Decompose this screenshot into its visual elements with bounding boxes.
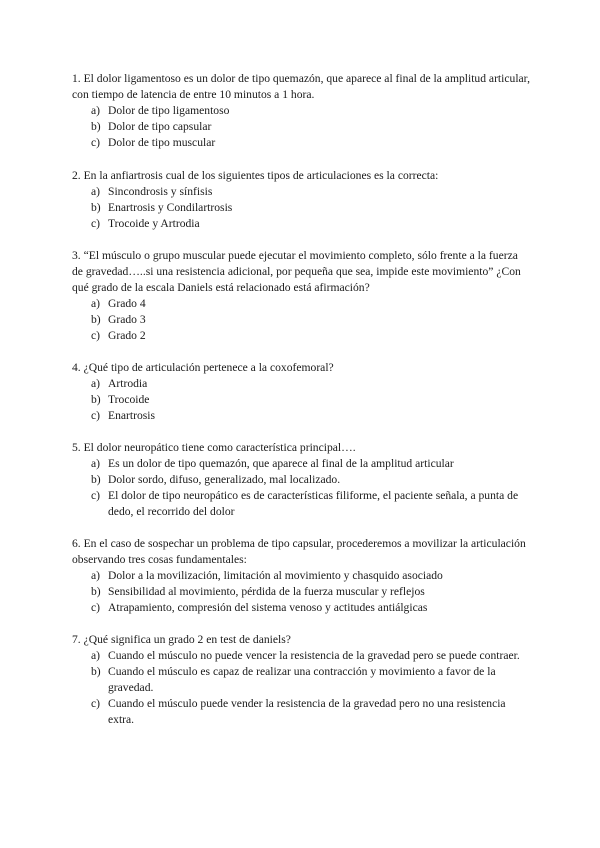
option-a: [72, 184, 530, 200]
question-text: 3. “El músculo o grupo muscular puede ejecutar el movimiento completo, sólo frente a la fuerza de gravedad…..si una resistencia adicional, por pequeña que sea, impide este movimiento” ¿Con qué grado de la escala Daniels está relacionado está afirmación?: [72, 249, 521, 294]
option-text: Enartrosis y Condilartrosis: [108, 201, 233, 214]
option-c: [72, 216, 530, 232]
option-text: Enartrosis: [108, 409, 156, 422]
option-b: [72, 200, 530, 216]
option-c: [72, 135, 530, 151]
question-3: [72, 248, 530, 344]
option-c: [72, 328, 530, 344]
option-text: Es un dolor de tipo quemazón, que aparece al final de la amplitud articular: [108, 457, 454, 470]
option-letter: a): [91, 649, 101, 662]
option-letter: a): [91, 569, 101, 582]
option-c: [72, 600, 530, 616]
option-list: [72, 456, 530, 520]
option-text: Atrapamiento, compresión del sistema venoso y actitudes antiálgicas: [108, 601, 428, 614]
question-5: [72, 440, 530, 520]
option-letter: a): [91, 297, 101, 310]
option-letter: c): [91, 329, 101, 342]
option-a: [72, 376, 530, 392]
option-c: [72, 408, 530, 424]
option-c: [72, 488, 530, 520]
option-letter: b): [91, 473, 101, 486]
option-text: Sensibilidad al movimiento, pérdida de la fuerza muscular y reflejos: [108, 585, 425, 598]
option-text: Dolor de tipo ligamentoso: [108, 104, 230, 117]
option-a: [72, 296, 530, 312]
option-letter: b): [91, 665, 101, 678]
option-text: Trocoide y Artrodia: [108, 217, 200, 230]
option-letter: b): [91, 585, 101, 598]
option-list: [72, 296, 530, 344]
option-letter: a): [91, 104, 101, 117]
option-letter: b): [91, 120, 101, 133]
option-b: [72, 312, 530, 328]
option-text: Dolor a la movilización, limitación al movimiento y chasquido asociado: [108, 569, 443, 582]
option-letter: c): [91, 409, 101, 422]
option-letter: c): [91, 601, 101, 614]
question-text: 1. El dolor ligamentoso es un dolor de tipo quemazón, que aparece al final de la amplitud articular, con tiempo de latencia de entre 10 minutos a 1 hora.: [72, 72, 530, 101]
option-text: Sincondrosis y sínfisis: [108, 185, 213, 198]
option-a: [72, 456, 530, 472]
option-list: [72, 568, 530, 616]
option-text: Dolor de tipo capsular: [108, 120, 212, 133]
question-7: [72, 632, 530, 728]
option-letter: b): [91, 201, 101, 214]
option-text: Trocoide: [108, 393, 150, 406]
option-list: [72, 103, 530, 151]
option-text: Grado 3: [108, 313, 146, 326]
question-text: 6. En el caso de sospechar un problema de tipo capsular, procederemos a movilizar la articulación observando tres cosas fundamentales:: [72, 537, 526, 566]
question-1: [72, 71, 530, 151]
option-b: [72, 584, 530, 600]
option-b: [72, 664, 530, 696]
option-a: [72, 568, 530, 584]
option-letter: c): [91, 136, 101, 149]
question-6: [72, 536, 530, 616]
option-list: [72, 376, 530, 424]
question-4: [72, 360, 530, 424]
option-b: [72, 119, 530, 135]
option-letter: c): [91, 217, 101, 230]
option-text: Artrodia: [108, 377, 148, 390]
option-list: [72, 648, 530, 728]
option-text: El dolor de tipo neuropático es de características filiforme, el paciente señala, a punta de dedo, el recorrido del dolor: [108, 489, 519, 518]
option-a: [72, 103, 530, 119]
option-text: Grado 4: [108, 297, 146, 310]
option-a: [72, 648, 530, 664]
option-b: [72, 472, 530, 488]
question-text: 7. ¿Qué significa un grado 2 en test de daniels?: [72, 633, 291, 646]
option-letter: a): [91, 377, 101, 390]
option-text: Cuando el músculo puede vender la resistencia de la gravedad pero no una resistencia extra.: [108, 697, 506, 726]
option-letter: c): [91, 489, 101, 502]
option-letter: b): [91, 313, 101, 326]
option-letter: a): [91, 457, 101, 470]
option-letter: c): [91, 697, 101, 710]
option-b: [72, 392, 530, 408]
option-text: Dolor sordo, difuso, generalizado, mal localizado.: [108, 473, 341, 486]
option-c: [72, 696, 530, 728]
option-text: Dolor de tipo muscular: [108, 136, 216, 149]
option-letter: b): [91, 393, 101, 406]
question-2: [72, 168, 530, 232]
question-text: 2. En la anfiartrosis cual de los siguientes tipos de articulaciones es la correcta:: [72, 169, 439, 182]
question-text: 5. El dolor neuropático tiene como característica principal….: [72, 441, 356, 454]
option-text: Grado 2: [108, 329, 146, 342]
option-text: Cuando el músculo es capaz de realizar una contracción y movimiento a favor de la gravedad.: [108, 665, 496, 694]
option-letter: a): [91, 185, 101, 198]
option-list: [72, 184, 530, 232]
option-text: Cuando el músculo no puede vencer la resistencia de la gravedad pero se puede contraer.: [108, 649, 520, 662]
question-text: 4. ¿Qué tipo de articulación pertenece a la coxofemoral?: [72, 361, 334, 374]
